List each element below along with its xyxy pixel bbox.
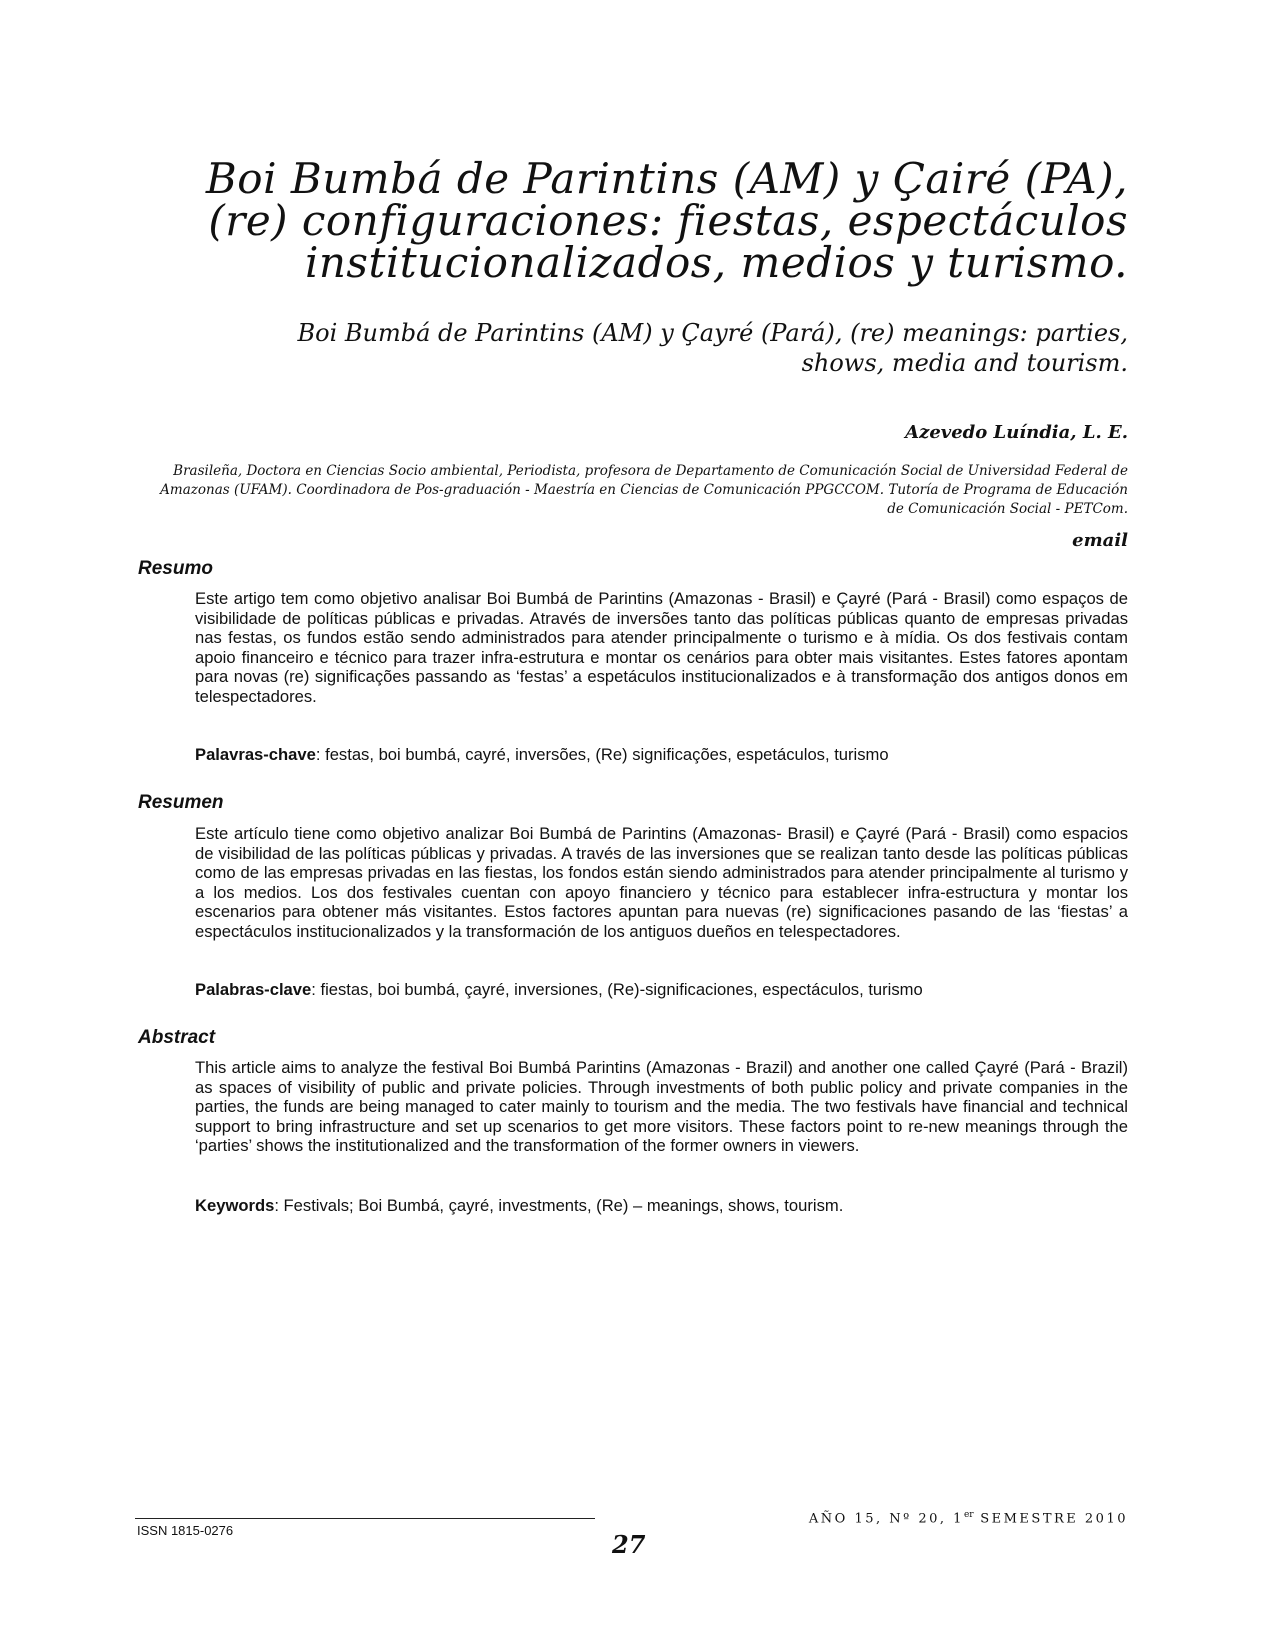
keywords-abstract [195,1196,1128,1216]
section-body-resumen: Este artículo tiene como objetivo analizar Boi Bumbá de Parintins (Amazonas- Brasil) e Çayré (Pará - Brasil) como espacios de visibilidad de las políticas públicas y privadas. A través de las inversiones que se realizan tanto desde las políticas públicas como de las empresas privadas en las fiestas, los fondos están siendo administrados para atender principalmente al turismo y a los medios. Los dos festivales cuentan con apoyo financiero y técnico para establecer infra-estructura y montar los escenarios para obtener más visitantes. Estos factores apuntan para nuevas (re) significaciones pasando de las ‘fiestas’ a espectáculos institucionalizados y la transformación de los antiguos dueños en telespectadores. [195,824,1128,941]
title-en-line: Boi Bumbá de Parintins (AM) y Çayré (Pará), (re) meanings: parties, [297,319,1128,347]
page-number: 27 [612,1530,646,1559]
footer-divider [135,1518,595,1519]
article-title-spanish [150,154,1128,287]
section-body-resumo: Este artigo tem como objetivo analisar Boi Bumbá de Parintins (Amazonas - Brasil) e Çayré (Pará - Brasil) como espaços de visibilidade de políticas públicas e privadas. Através de inversões tanto das políticas públicas quanto de empresas privadas nas festas, os fundos estão sendo administrados para atender principalmente o turismo e à mídia. Os dos festivais contam apoio financeiro e técnico para trazer infra-estrutura e montar os cenários para obter mais visitantes. Estes fatores apontam para novas (re) significações passando as ‘festas’ a espetáculos institucionalizados e à transformação dos antigos donos em telespectadores. [195,589,1128,706]
issue-text: AÑO 15, Nº 20, 1 [808,1511,964,1527]
issue-semester: SEMESTRE 2010 [973,1511,1128,1527]
author-email-link[interactable]: email [1072,530,1128,551]
title-en-line: shows, media and tourism. [801,349,1128,377]
author-affiliation: Brasileña, Doctora en Ciencias Socio ambiental, Periodista, profesora de Departamento de Comunicación Social de Universidad Federal de Amazonas (UFAM). Coordinadora de Pos-graduación - Maestría en Ciencias de Comunicación PPGCCOM. Tutoría de Programa de Educación de Comunicación Social - PETCom. [160,463,1128,517]
keywords-label: Palabras-clave [195,980,312,999]
title-es-line: (re) configuraciones: fiestas, espectáculos [208,196,1128,245]
issue-ordinal: er [963,1510,974,1520]
keywords-label: Palavras-chave [195,745,316,764]
section-heading-resumo: Resumo [138,558,213,579]
keywords-text: : festas, boi bumbá, cayré, inversões, (Re) significações, espetáculos, turismo [315,745,889,764]
title-es-line: institucionalizados, medios y turismo. [304,238,1128,287]
section-heading-resumen: Resumen [138,792,224,813]
keywords-text: : Festivals; Boi Bumbá, çayré, investments, (Re) – meanings, shows, tourism. [274,1196,844,1215]
footer-issue-info [700,1510,1128,1526]
section-body-abstract: This article aims to analyze the festival Boi Bumbá Parintins (Amazonas - Brazil) and another one called Çayré (Pará - Brazil) as spaces of visibility of public and private policies. Through investments of both public policy and private companies in the parties, the funds are being managed to cater mainly to tourism and the media. The two festivals have financial and technical support to bring infrastructure and set up scenarios to get more visitors. These factors point to re-new meanings through the ‘parties’ shows the institutionalized and the transformation of the former owners in viewers. [195,1058,1128,1156]
keywords-text: : fiestas, boi bumbá, çayré, inversiones, (Re)-significaciones, espectáculos, turismo [311,980,923,999]
keywords-resumen [195,980,1128,1000]
article-title-english [150,318,1128,378]
keywords-label: Keywords [195,1196,275,1215]
author-name: Azevedo Luíndia, L. E. [905,422,1128,443]
keywords-resumo [195,745,1128,765]
section-heading-abstract: Abstract [138,1027,216,1048]
footer-issn: ISSN 1815-0276 [137,1523,234,1538]
title-es-line: Boi Bumbá de Parintins (AM) y Çairé (PA), [205,154,1128,203]
